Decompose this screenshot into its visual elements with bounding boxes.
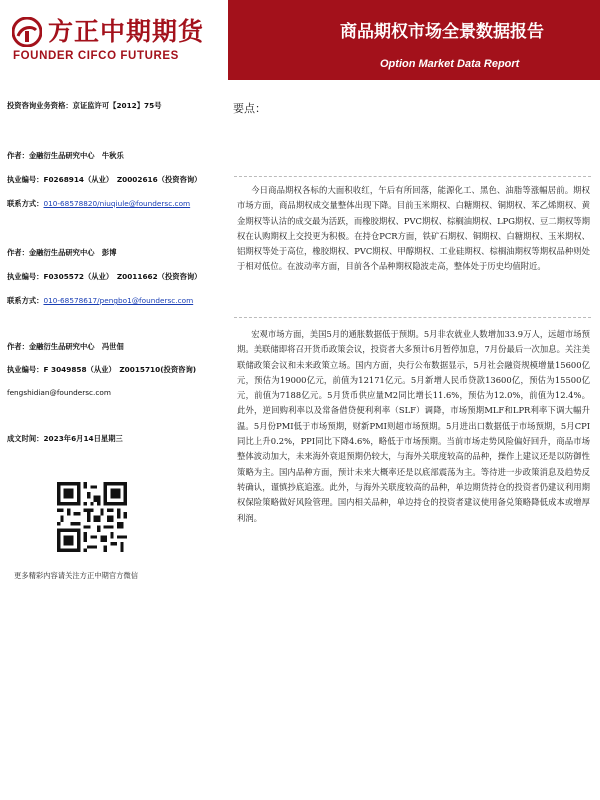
paragraph-market-overview: 今日商品期权各标的大面积收红，午后有所回落，能源化工、黑色、油脂等涨幅居前。期权市场方面，商品期权成交量整体出现下降。目前玉米期权、白糖期权、铜期权、苯乙烯期权、黄金期权等认沽的成交最为活跃，而橡胶期权、PVC期权、棕榈油期权、LPG期权、豆二期权等期权在认购期权上交投更为积极。在持仓PCR方面，铁矿石期权、铜期权、白糖期权、玉米期权、铝期权等处于高位，橡胶期权、PVC期权、甲醇期权、工业硅期权、棕榈油期权等期权品种则处于相对低位。在波动率方面，目前各个品种期权隐波走高，整体处于历史均值附近。 xyxy=(237,185,590,272)
license-line: 执业编号：F 3049858（从业） Z0015710(投资咨询) xyxy=(7,365,197,374)
divider xyxy=(234,317,591,318)
qualification-line: 投资咨询业务资格：京证监许可【2012】75号 xyxy=(7,101,162,110)
author-line: 作者：金融衍生品研究中心 彭博 xyxy=(7,248,117,257)
report-header xyxy=(0,0,600,80)
contact-email: fengshidian@foundersc.com xyxy=(7,388,111,397)
contact-link[interactable]: 010-68578820/niuqiule@foundersc.com xyxy=(43,199,191,208)
qr-caption: 更多精彩内容请关注方正中期官方微信 xyxy=(14,571,139,580)
contact-label: 联系方式： xyxy=(7,199,44,208)
date-line: 成文时间：2023年6月14日星期三 xyxy=(7,434,123,443)
logo-english-name: FOUNDER CIFCO FUTURES xyxy=(13,50,179,62)
qr-code-icon xyxy=(57,482,127,552)
license-line: 执业编号：F0268914（从业） Z0002616（投资咨询） xyxy=(7,175,202,184)
contact-label: 联系方式： xyxy=(7,296,44,305)
founder-logo-icon xyxy=(12,17,42,47)
contact-line xyxy=(7,296,193,306)
key-points-title: 要点： xyxy=(233,102,266,115)
author-line: 作者：金融衍生品研究中心 牛秋乐 xyxy=(7,151,124,160)
report-title: 商品期权市场全景数据报告 xyxy=(340,22,544,42)
report-subtitle: Option Market Data Report xyxy=(380,58,520,70)
contact-line xyxy=(7,199,190,209)
license-line: 执业编号：F0305572（从业） Z0011662（投资咨询） xyxy=(7,272,202,281)
author-line: 作者：金融衍生品研究中心 冯世佃 xyxy=(7,342,124,351)
logo-chinese-name: 方正中期期货 xyxy=(48,17,205,46)
divider xyxy=(234,176,591,177)
logo xyxy=(0,0,228,80)
contact-link[interactable]: 010-68578617/pengbo1@foundersc.com xyxy=(43,296,194,305)
paragraph-macro: 宏观市场方面，美国5月的通胀数据低于预期。5月非农就业人数增加33.9万人，远超市场预期。美联储即将召开货币政策会议，投资者大多预计6月暂停加息，7月份最后一次加息。关注美联储政策会议和未来政策立场。国内方面，央行公布数据显示，5月社会融资规模增量15600亿元，预估为19000亿元，前值为12171亿元。5月新增人民币贷款13600亿，预估为15500亿元，前值为7188亿元。5月货币供应量M2同比增长11.6%，预估为12.0%，前值为12.4%。此外，逆回购利率以及常备借贷便利利率（SLF）调降，市场预期MLF和LPR利率下调大幅升温。5月份PMI低于市场预期，财新PMI则超市场预期。5月进出口数据低于市场预期，5月CPI同比上升0.2%，PPI同比下降4.6%，略低于市场预期。当前市场走势风险偏好回升，商品市场整体波动加大，未来海外衰退预期仍较大，与海外关联度较高的品种，操作上建议还是以防御性策略为主。国内品种方面，预计未来大概率还是以底部震荡为主。等待进一步政策消息及趋势反转确认，谨慎抄底追涨。此外，与海外关联度较高的品种，单边期货持仓的投资者仍建议利用期权保险策略做好风险管理。国内相关品种，单边持仓的投资者建议使用备兑策略降低成本或增厚利润。 xyxy=(237,329,590,523)
